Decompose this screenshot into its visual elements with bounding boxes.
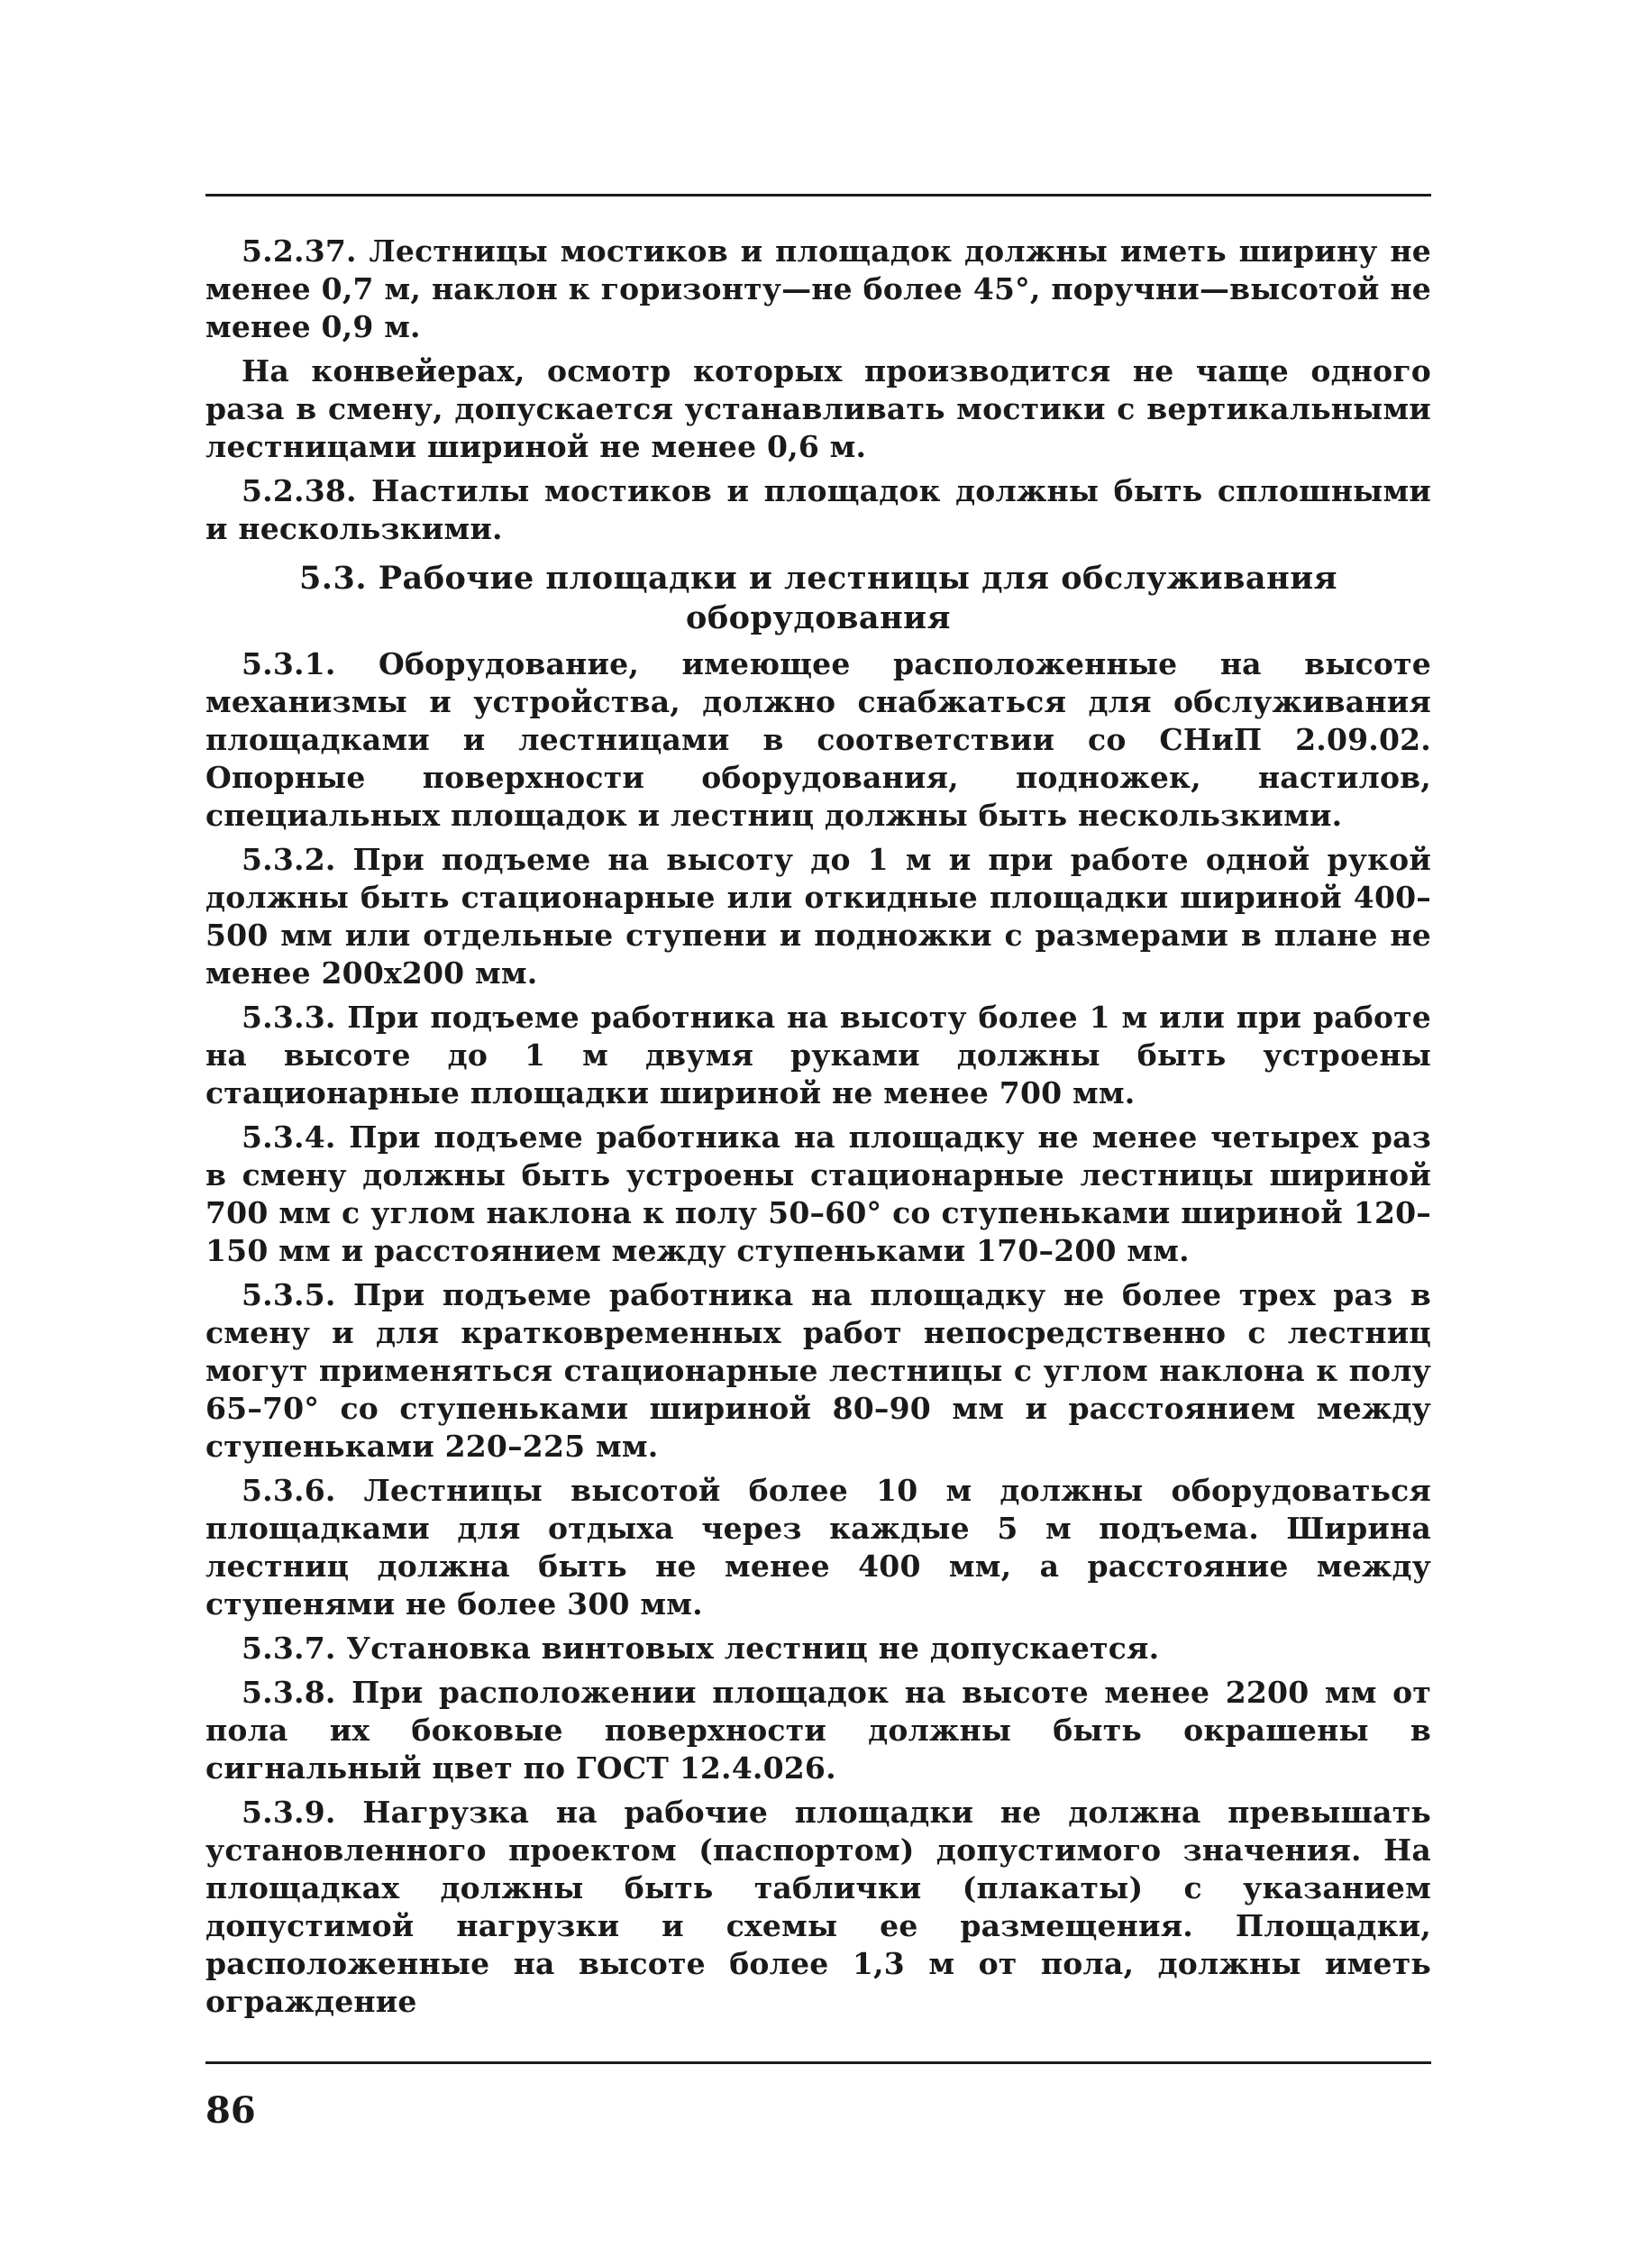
paragraph-5-3-8: 5.3.8. При расположении площадок на высоте менее 2200 мм от пола их боковые поверхности должны быть окрашены в сигнальный цвет по ГОСТ 12.4.026. xyxy=(205,1675,1431,1786)
paragraph-5-3-7: 5.3.7. Установка винтовых лестниц не допускается. xyxy=(242,1631,1160,1666)
paragraph-5-3-5: 5.3.5. При подъеме работника на площадку не более трех раз в смену и для кратковременных работ непосредственно с лестниц могут применяться стационарные лестницы с углом наклона к полу 65–70° со ступеньками шириной 80–90 мм и расстоянием между ступеньками 220–225 мм. xyxy=(205,1277,1431,1464)
paragraph-5-3-6: 5.3.6. Лестницы высотой более 10 м должны оборудоваться площадками для отдыха через каждые 5 м подъема. Ширина лестниц должна быть не менее 400 мм, а расстояние между ступенями не более 300 мм. xyxy=(205,1473,1431,1622)
paragraph-conveyors: На конвейерах, осмотр которых производится не чаще одного раза в смену, допускается устанавливать мостики с вертикальными лестницами шириной не менее 0,6 м. xyxy=(205,353,1431,464)
paragraph-5-2-38: 5.2.38. Настилы мостиков и площадок должны быть сплошными и нескользкими. xyxy=(205,473,1431,546)
page-body xyxy=(205,233,1431,2027)
paragraph-5-3-3: 5.3.3. При подъеме работника на высоту более 1 м или при работе на высоте до 1 м двумя руками должны быть устроены стационарные площадки шириной не менее 700 мм. xyxy=(205,1000,1431,1110)
paragraph-5-3-1: 5.3.1. Оборудование, имеющее расположенные на высоте механизмы и устройства, должно снабжаться для обслуживания площадками и лестницами в соответствии со СНиП 2.09.02. Опорные поверхности оборудования, подножек, настилов, специальных площадок и лестниц должны быть нескользкими. xyxy=(205,646,1431,833)
section-heading-5-3: 5.3. Рабочие площадки и лестницы для обслуживания оборудования xyxy=(298,560,1338,636)
paragraph-5-3-2: 5.3.2. При подъеме на высоту до 1 м и при работе одной рукой должны быть стационарные или откидные площадки шириной 400–500 мм или отдельные ступени и подножки с размерами в плане не менее 200х200 мм. xyxy=(205,842,1431,991)
bottom-rule xyxy=(205,2061,1431,2064)
paragraph-5-2-37: 5.2.37. Лестницы мостиков и площадок должны иметь ширину не менее 0,7 м, наклон к горизонту—не более 45°, поручни—высотой не менее 0,9 м. xyxy=(205,233,1431,344)
page-number: 86 xyxy=(205,2089,256,2132)
paragraph-5-3-9: 5.3.9. Нагрузка на рабочие площадки не должна превышать установленного проектом (паспортом) допустимого значения. На площадках должны быть таблички (плакаты) с указанием допустимой нагрузки и схемы ее размещения. Площадки, расположенные на высоте более 1,3 м от пола, должны иметь ограждение xyxy=(205,1795,1431,2019)
paragraph-5-3-4: 5.3.4. При подъеме работника на площадку не менее четырех раз в смену должны быть устроены стационарные лестницы шириной 700 мм с углом наклона к полу 50–60° со ступеньками шириной 120–150 мм и расстоянием между ступеньками 170–200 мм. xyxy=(205,1119,1431,1268)
top-rule xyxy=(205,194,1431,196)
